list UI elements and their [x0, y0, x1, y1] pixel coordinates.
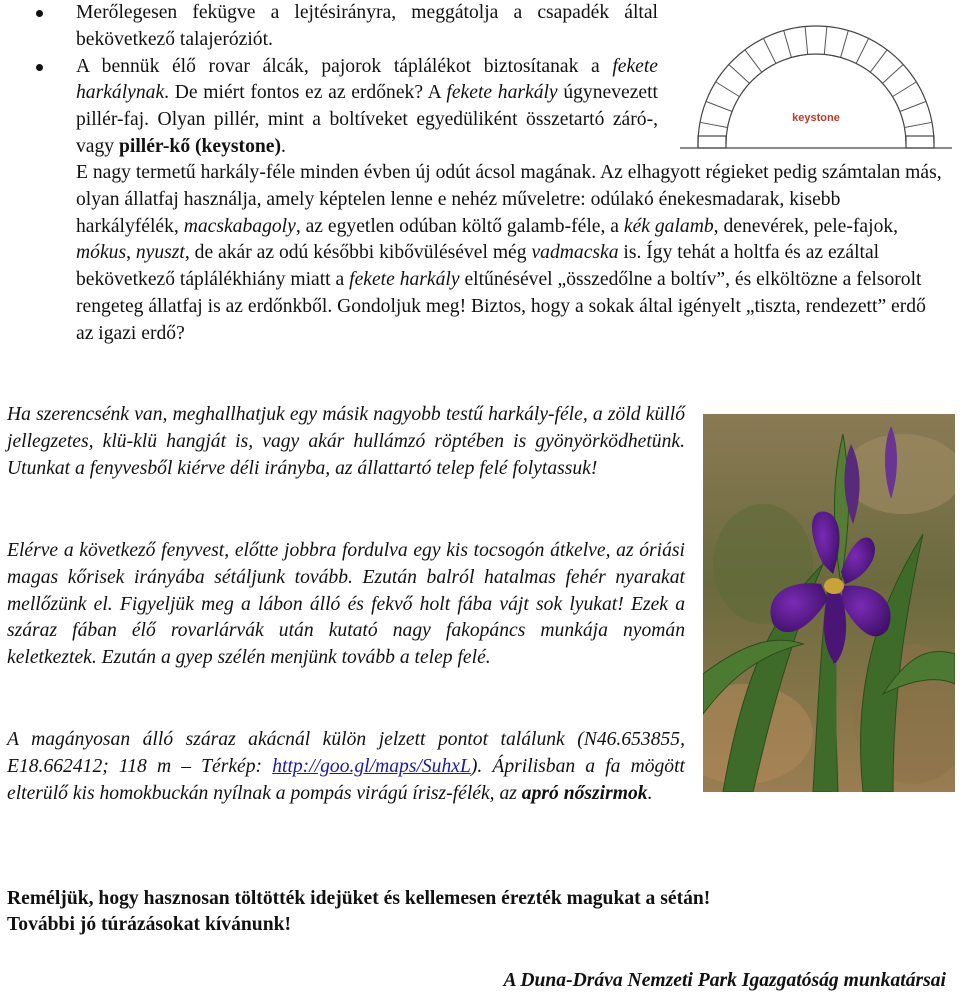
text-run: is. Így tehát a holtfa és az ezáltal bekövetkező táplálékhiány miatt a	[76, 242, 880, 291]
voussoir-joint	[900, 101, 926, 111]
closing-line-1: Reméljük, hogy hasznosan töltötték idejüket és kellemesen érezték magukat a sétán!	[7, 888, 711, 909]
voussoir-joint	[883, 65, 904, 84]
paragraph-2-text	[7, 404, 685, 479]
text-run: Merőlegesen fekügve a lejtésirányra, meggátolja a csapadék által bekövetkező talajeróziót.	[76, 2, 658, 50]
voussoir-joint	[893, 82, 917, 97]
keystone-arch-diagram	[676, 4, 956, 152]
keystone-label: keystone	[792, 112, 840, 124]
text-run: , de akár az odú későbbi kibővülésével még	[184, 242, 532, 264]
text-run: Elérve a következő fenyvest, előtte jobbra fordulva egy kis tocsogón átkelve, az óriási magas kőrisek irányába sétáljunk tovább. Ezután balról hatalmas fehér nyarakat mellőzünk el. Figyeljük meg a lábon álló és fekvő holt fába vájt sok lyukat! Ezek a száraz fában élő rovarlárvák után kutató nagy fakopáncs munkája nyomán keletkeztek. Ezután a gyep szélén menjünk tovább a telep felé.	[7, 540, 685, 669]
italic-term: fekete harkály	[349, 269, 460, 291]
voussoir-joint	[729, 65, 750, 84]
text-run: ,	[126, 242, 136, 264]
text-run: A magányosan álló száraz akácnál külön jelzett pontot találunk (N46.653855, E18.662412; 118 m – Térkép:	[7, 729, 685, 777]
bullet-dot-icon	[36, 64, 43, 71]
text-run: , az egyetlen odúban költő galamb-féle, a	[295, 215, 624, 237]
text-run: .	[281, 135, 286, 157]
voussoir-joint	[856, 38, 868, 63]
italic-term: fekete harkálynak	[76, 55, 658, 104]
paragraph-1	[76, 160, 946, 348]
bullet-item	[36, 0, 658, 54]
paragraph-3	[7, 538, 685, 672]
voussoir-joint	[824, 27, 827, 55]
voussoir-joint	[904, 122, 932, 127]
italic-term: fekete harkály	[446, 82, 558, 104]
closing-block	[7, 886, 947, 938]
voussoir-joint	[716, 82, 740, 97]
voussoir-joint	[784, 31, 792, 58]
text-run: úgynevezett pillér-faj. Olyan pillér, mint a boltíveket egyedüliként összetartó záró-, vagy	[76, 82, 658, 157]
paragraph-4-text	[7, 729, 685, 804]
text-run: E nagy termetű harkály-féle minden évben új odút ácsol magának. Az elhagyott régieket pedig számtalan más, olyan állatfaj használja, amely képtelen lenne e nehéz műveletre: odúlakó énekesmadarak, kisebb harkályfélék,	[76, 162, 942, 237]
italic-term: mókus	[76, 242, 127, 264]
voussoir-joint	[870, 50, 887, 72]
bullet-text	[76, 2, 658, 50]
paragraph-3-text	[7, 540, 685, 668]
voussoir-joint	[841, 31, 849, 58]
text-run: Ha szerencsénk van, meghallhatjuk egy másik nagyobb testű harkály-féle, a zöld küllő jellegzetes, klü-klü hangját is, vagy akár hullámzó röptében is gyönyörködhetünk. Utunkat a fenyvesből kiérve déli irányba, az állattartó telep felé folytassuk!	[7, 404, 685, 479]
voussoir-joint	[745, 50, 762, 72]
text-run: A bennük élő rovar álcák, pajorok táplálékot biztosítanak a	[76, 55, 613, 77]
voussoir-joint	[805, 27, 808, 55]
closing-line-2: További jó túrázásokat kívánunk!	[7, 914, 292, 935]
bold-term: apró nőszirmok	[521, 782, 648, 804]
voussoir-joint	[763, 38, 775, 63]
map-link[interactable]: http://goo.gl/maps/SuhxL	[272, 755, 471, 777]
text-run: . De miért fontos ez az erdőnek? A	[164, 82, 447, 104]
bullet-list	[36, 0, 658, 161]
italic-term: vadmacska	[531, 242, 619, 264]
signature: A Duna-Dráva Nemzeti Park Igazgatóság munkatársai	[503, 970, 946, 991]
paragraph-2	[7, 402, 685, 482]
paragraph-4	[7, 727, 685, 807]
italic-term: nyuszt	[135, 242, 185, 264]
text-run: , denevérek, pele-fajok,	[713, 215, 899, 237]
bullet-text	[76, 56, 658, 157]
text-run: .	[647, 782, 653, 804]
bullet-item	[36, 54, 658, 161]
iris-photo	[703, 414, 955, 792]
paragraph-1-text	[76, 162, 942, 344]
bold-term: pillér-kő (keystone)	[119, 135, 281, 157]
bullet-dot-icon	[36, 10, 43, 17]
voussoir-joint	[700, 122, 728, 127]
italic-term: macskabagoly	[183, 215, 296, 237]
voussoir-joint	[706, 101, 732, 111]
text-run: ). Áprilisban a fa mögött elterülő kis homokbuckán nyílnak a pompás virágú írisz-félék, az	[7, 755, 685, 804]
text-run: eltűnésével „összedőlne a boltív”, és elköltözne a felsorolt rengeteg állatfaj is az erdőnkből. Gondoljuk meg! Biztos, hogy a sokak által igényelt „tiszta, rendezett” erdő az igazi erdő?	[76, 269, 926, 344]
italic-term: kék galamb	[623, 215, 714, 237]
